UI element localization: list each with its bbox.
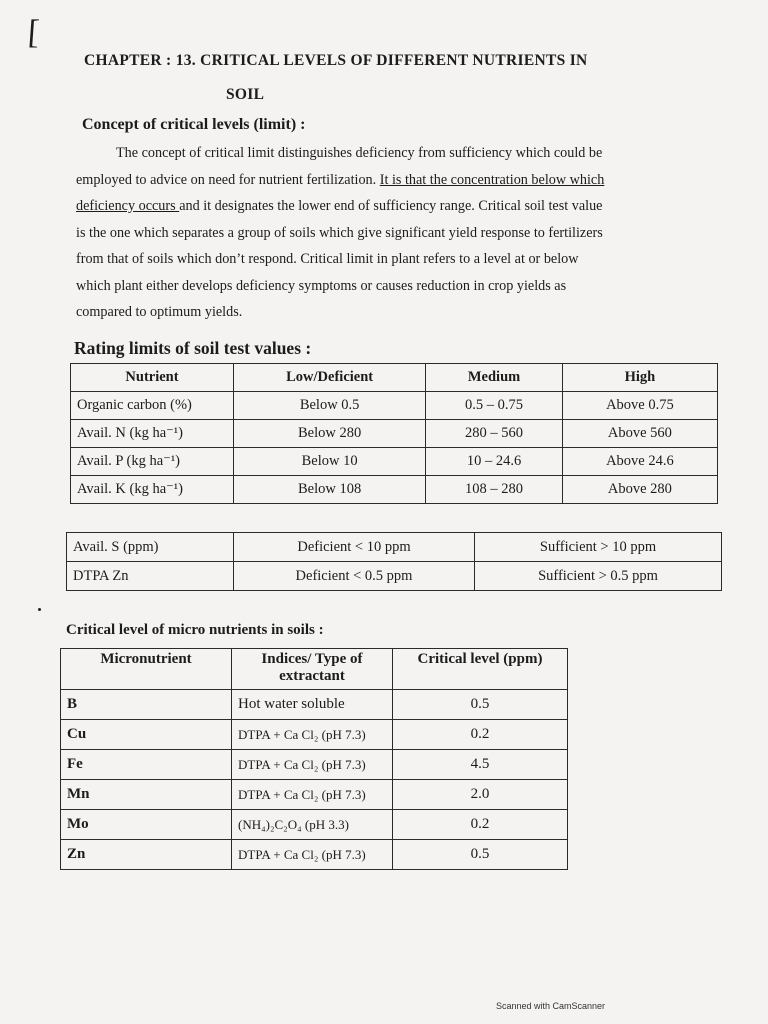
- table-cell: 108 – 280: [426, 476, 563, 504]
- column-header: High: [562, 364, 717, 392]
- table-cell: 0.5: [393, 840, 568, 870]
- underlined-text: It is that the concentration below which: [379, 171, 605, 188]
- table-cell: B: [61, 690, 232, 720]
- table-cell: (NH₄)₂C₂O₄ (pH 3.3): [232, 810, 393, 840]
- paragraph-line: [76, 167, 702, 194]
- table-row: [71, 448, 718, 476]
- chapter-title-line1: CHAPTER : 13. CRITICAL LEVELS OF DIFFERENT NUTRIENTS IN: [84, 52, 588, 69]
- underlined-text: deficiency occurs: [76, 198, 180, 214]
- column-header: Micronutrient: [61, 649, 232, 690]
- table-cell: 0.2: [393, 810, 568, 840]
- table-cell: 0.2: [393, 720, 568, 750]
- table-row: [67, 533, 722, 562]
- table-cell: Below 0.5: [234, 392, 426, 420]
- table-cell: Below 108: [234, 476, 426, 504]
- table-cell: Hot water soluble: [232, 690, 393, 720]
- table-cell: 0.5: [393, 690, 568, 720]
- paragraph-line: is the one which separates a group of soils which give significant yield response to fertilizers: [76, 224, 603, 241]
- table-cell: Above 280: [562, 476, 717, 504]
- table-row: [61, 780, 568, 810]
- table-cell: DTPA Zn: [67, 562, 234, 591]
- table-cell: DTPA + Ca Cl₂ (pH 7.3): [232, 750, 393, 780]
- micronutrient-table: [60, 648, 568, 870]
- rating-heading: Rating limits of soil test values :: [74, 338, 312, 358]
- table-cell: Above 560: [562, 420, 717, 448]
- micronutrient-heading: Critical level of micro nutrients in soils :: [66, 622, 324, 638]
- paragraph-line: which plant either develops deficiency symptoms or causes reduction in crop yields as: [76, 277, 567, 294]
- table-cell: DTPA + Ca Cl₂ (pH 7.3): [232, 720, 393, 750]
- table-cell: Avail. P (kg ha⁻¹): [71, 448, 234, 476]
- stray-dot-mark: [38, 608, 41, 611]
- table-cell: DTPA + Ca Cl₂ (pH 7.3): [232, 840, 393, 870]
- table-cell: Mo: [61, 810, 232, 840]
- paragraph-line: compared to optimum yields.: [76, 304, 243, 320]
- table-cell: Organic carbon (%): [71, 392, 234, 420]
- column-header: Low/Deficient: [234, 364, 426, 392]
- table-row: [71, 420, 718, 448]
- table-header-row: [61, 649, 568, 690]
- table-row: [61, 750, 568, 780]
- paragraph-text: and it designates the lower end of sufficiency range. Critical soil test value: [179, 198, 603, 214]
- table-cell: Avail. N (kg ha⁻¹): [71, 420, 234, 448]
- table-row: [71, 476, 718, 504]
- column-header: Medium: [426, 364, 563, 392]
- margin-bracket-mark: [: [26, 14, 41, 51]
- table-row: [61, 840, 568, 870]
- table-cell: Zn: [61, 840, 232, 870]
- table-cell: 0.5 – 0.75: [426, 392, 563, 420]
- concept-heading: Concept of critical levels (limit) :: [82, 116, 306, 133]
- column-header: Indices/ Type of extractant: [232, 649, 393, 690]
- table-cell: 2.0: [393, 780, 568, 810]
- rating-limits-table: [70, 363, 718, 504]
- table-cell: Deficient < 0.5 ppm: [234, 562, 475, 591]
- table-cell: Above 0.75: [562, 392, 717, 420]
- chapter-title-line2: SOIL: [226, 86, 265, 103]
- table-cell: Above 24.6: [562, 448, 717, 476]
- table-cell: Avail. K (kg ha⁻¹): [71, 476, 234, 504]
- table-cell: Sufficient > 0.5 ppm: [475, 562, 722, 591]
- scanner-watermark: Scanned with CamScanner: [496, 1001, 606, 1011]
- table-cell: Mn: [61, 780, 232, 810]
- sulphur-zinc-table: [66, 532, 722, 591]
- table-cell: Below 10: [234, 448, 426, 476]
- table-cell: 280 – 560: [426, 420, 563, 448]
- table-cell: Fe: [61, 750, 232, 780]
- table-cell: Avail. S (ppm): [67, 533, 234, 562]
- table-cell: Cu: [61, 720, 232, 750]
- column-header: Critical level (ppm): [393, 649, 568, 690]
- concept-paragraph: [76, 140, 702, 326]
- table-cell: 4.5: [393, 750, 568, 780]
- table-cell: DTPA + Ca Cl₂ (pH 7.3): [232, 780, 393, 810]
- paragraph-line: The concept of critical limit distinguishes deficiency from sufficiency which could be: [116, 145, 603, 161]
- table-cell: Sufficient > 10 ppm: [475, 533, 722, 562]
- table-header-row: [71, 364, 718, 392]
- table-cell: 10 – 24.6: [426, 448, 563, 476]
- paragraph-line: [76, 193, 702, 220]
- table-row: [67, 562, 722, 591]
- table-row: [61, 810, 568, 840]
- table-cell: Below 280: [234, 420, 426, 448]
- column-header: Nutrient: [71, 364, 234, 392]
- table-cell: Deficient < 10 ppm: [234, 533, 475, 562]
- table-row: [71, 392, 718, 420]
- paragraph-line: from that of soils which don’t respond. Critical limit in plant refers to a level at or below: [76, 251, 579, 267]
- table-row: [61, 690, 568, 720]
- paragraph-text: employed to advice on need for nutrient fertilization.: [76, 171, 380, 188]
- table-row: [61, 720, 568, 750]
